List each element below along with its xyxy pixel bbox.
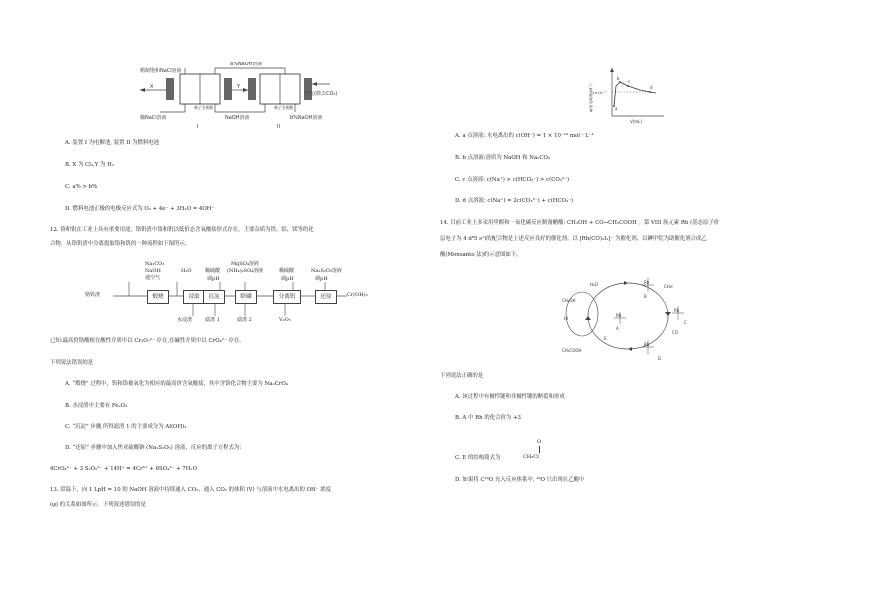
q14-option-d: D. 如果将 C¹⁸O 充入反应体系中, ¹⁸O 只出现在乙酸中 [455, 477, 585, 483]
q13-line-2: (φ) 的关系如图所示。下列叙述错误的是 [50, 502, 146, 508]
q13-option-d: D. d 点溶液: c(Na⁺) = 2c(CO₃²⁻) + c(HCO₃⁻) [455, 198, 574, 204]
flow-bottom-residue: 水浸渣 [177, 317, 193, 323]
flow-top-h2o: H₂O [181, 268, 192, 274]
cycle-rh-1: Rh [644, 280, 650, 285]
cycle-h2o: H₂O [590, 282, 598, 287]
graph-ytick: 1×10⁻⁷ [592, 90, 606, 95]
q14-c-oxygen: O [537, 439, 542, 445]
flow-box-leach: 浸取 [183, 290, 205, 304]
flow-top-nh4so4: (NH₄)₂SO₄溶液 [227, 268, 264, 274]
cycle-ch3cooh: CH₃COOH [562, 348, 582, 353]
label-x: X [150, 84, 154, 90]
q11-option-c: C. a% > b% [65, 184, 98, 190]
label-device-1: I [197, 124, 199, 130]
q12-option-d: D. “还原” 步骤中加入焦亚硫酸钠 (Na₂S₂O₅) 溶液，反应的离子方程式为: [65, 445, 242, 451]
label-top-mid: a%NaOH溶液 [230, 62, 263, 67]
q14-line-1: 14. 目前工业上多采用甲醇和一氧化碳反应制备醋酸: CH₃OH + CO→CH₃COOH 。第 VIII 族元素 Rh (基态原子价 [440, 220, 720, 226]
q14-ask: 下列说法正确的是 [440, 373, 484, 379]
label-membrane-1: 离子交换膜 [194, 105, 213, 110]
cycle-co: CO [672, 330, 678, 335]
q13-line-1: 13. 常温下，向 1 LpH = 10 的 NaOH 溶液中持续通入 CO₂，通入 CO₂ 的体积 (V) 与溶液中水电离出的 OH⁻ 浓度 [50, 487, 332, 493]
flow-box-separate-v: 分离钒 [273, 290, 301, 304]
cycle-ch3i: CH₃I [664, 284, 673, 289]
cycle-hi: HI [564, 316, 569, 321]
flow-top-na2s2o5: Na₂S₂O₅溶液 [311, 268, 342, 274]
q12-line-2: 合物。从铬钒渣中分离提取铬和钒的一种流程如下图所示。 [50, 241, 191, 247]
q11-option-a: A. 装置 I 为电解池, 装置 II 为燃料电池 [65, 140, 160, 146]
q12-ask: 下列说法错误的是 [50, 360, 94, 366]
graph-point-d: d [650, 85, 653, 90]
q13-option-b: B. b 点溶液:溶质为 NaOH 和 Na₂CO₃ [455, 155, 551, 161]
flow-top-naoh: NaOH [145, 268, 161, 274]
flow-bottom-v2o5: V₂O₅ [279, 317, 291, 323]
q12-equation: 4CrO₄²⁻ + 3 S₂O₅²⁻ + 14H⁺ = 4Cr³⁺ + 6SO₄²⁻ + 7H₂O [50, 466, 197, 472]
flow-top-mgso4: MgSO₄溶液 [231, 261, 259, 267]
q13-option-c: C. c 点溶液: c(Na⁺) > c(HCO₃⁻) > c(CO₃²⁻) [455, 177, 570, 183]
flow-top-ph-2: 调pH [281, 276, 294, 282]
catalytic-cycle-diagram [560, 268, 720, 364]
label-air: 空气(除去CO₂) [304, 91, 338, 97]
flow-start: 铬钒渣 [85, 292, 101, 298]
flow-top-na2co3: Na₂CO₃ [145, 261, 165, 267]
flow-bottom-filter-1: 滤渣 1 [205, 317, 220, 323]
phi-v-graph [590, 66, 670, 124]
q12-option-a: A. “煅烧” 过程中，钒和铬被氧化为相应的最高价含氧酸盐，其中含铬化合物主要为 Na₂CrO₄ [65, 381, 288, 387]
q11-option-d: D. 燃料电池正极的电极反应式为 O₂ + 4e⁻ + 3H₂O = 4OH⁻ [65, 206, 215, 212]
flow-top-h2so4-2: 稀硫酸 [279, 268, 295, 274]
q14-c-double-bond [539, 446, 540, 453]
label-bottom-mid: NaOH溶液 [225, 115, 250, 121]
q14-option-c: C. E 的结构简式为 [455, 455, 501, 461]
graph-point-a: a [615, 106, 618, 111]
q14-c-formula: CH₃CI [523, 454, 539, 460]
label-top-left: 精制饱和NaCl溶液 [140, 68, 182, 74]
cycle-rh-3: Rh [674, 308, 680, 313]
flow-top-h2so4-1: 稀硫酸 [205, 268, 221, 274]
q12-option-b: B. 水浸渣中主要有 Fe₂O₃ [65, 403, 128, 409]
q14-option-a: A. 该过程中有极性键和非极性键的断裂和形成 [455, 394, 565, 400]
flow-box-calcine: 煅烧 [147, 290, 169, 304]
cycle-e: E [604, 336, 607, 341]
q13-option-a: A. a 点溶液: 水电离出的 c(OH⁻) = 1 × 10⁻¹⁰ mol · L⁻¹ [455, 133, 594, 139]
graph-point-c: c [628, 79, 631, 84]
label-device-2: II [277, 124, 280, 130]
graph-xlabel: V(mL) [630, 119, 642, 124]
flow-bottom-filter-2: 滤渣 2 [237, 317, 252, 323]
cycle-b: B [644, 294, 647, 299]
q12-option-c: C. “沉淀” 步骤,所得滤渣 1 的主要成分为 Al(OH)₃ [65, 424, 187, 430]
flow-box-reduce: 还原 [315, 290, 337, 304]
flow-top-air: 通空气 [145, 275, 161, 281]
label-y: Y [237, 84, 241, 90]
q14-line-3: 酸(Monsanto 法)的示意图如下。 [440, 252, 522, 258]
label-bottom-left: 稀NaCl溶液 [140, 115, 167, 121]
label-membrane-2: 离子交换膜 [274, 105, 293, 110]
q11-option-b: B. X 为 Cl₂,Y 为 H₂ [65, 162, 115, 168]
cycle-c: C [684, 320, 687, 325]
q14-line-2: 层电子为 4 d⁸5 s¹)的配合物是上述反应良好的催化剂。以 [Rh(CO)₂I₂]⁻ 为催化剂、以碘甲烷为助催化剂合成乙 [440, 236, 707, 242]
process-flowchart [85, 262, 375, 330]
q12-known: 已知:最高价铬酸根在酸性介质中以 Cr₂O₇²⁻ 存在,在碱性介质中以 CrO₄²⁻ 存在。 [50, 338, 245, 344]
cycle-d: D [658, 356, 662, 361]
electrolysis-diagram [140, 62, 350, 130]
q12-line-1: 12. 铬和钒在工业上具有重要用途，铬钒渣中铬和钒以低价态含氧酸盐形式存在，主要杂质为铁、铝、镁等的化 [50, 227, 314, 233]
flow-box-precipitate: 沉淀 [203, 290, 225, 304]
flow-top-ph-1: 调pH [207, 276, 220, 282]
cycle-a: A [616, 326, 619, 331]
flow-end: Cr(OH)₃ [347, 292, 368, 298]
cycle-ch3oh: CH₃OH [562, 298, 576, 303]
flow-top-ph-3: 调pH [315, 276, 328, 282]
graph-ylabel: φ(水电离的OH⁻) [589, 84, 593, 112]
graph-point-b: b [617, 76, 620, 81]
cycle-rh-2: Rh [616, 313, 622, 318]
q14-option-b: B. A 中 Rh 的化合价为 +3 [455, 415, 521, 421]
cycle-rh-4: Rh [644, 342, 650, 347]
flow-box-dephosph: 除磷 [235, 290, 257, 304]
label-bottom-right: b%NaOH溶液 [290, 115, 323, 121]
